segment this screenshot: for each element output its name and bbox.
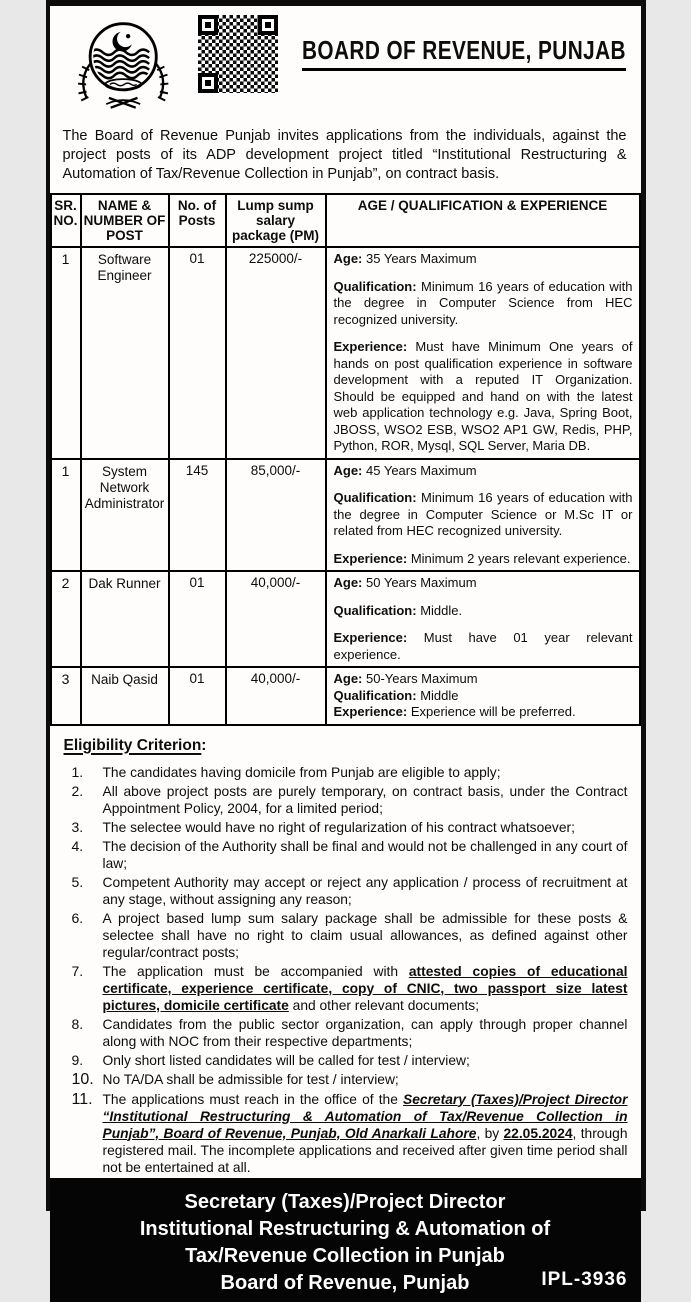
col-header-sr-no: SR. NO. [51,194,81,247]
eligibility-heading: Eligibility Criterion: [64,737,628,755]
advertisement-ref-code: IPL-3936 [541,1266,627,1293]
cell-requirements [326,571,640,667]
item-text: All above project posts are purely temporary, on contract basis, under the Contract Appointment Policy, 2004, for a limited period; [103,783,628,817]
cell-requirements [326,247,640,459]
qualification-line: Qualification: Middle. [334,603,633,620]
page-title: BOARD OF REVENUE, PUNJAB [302,35,626,71]
cell-salary: 40,000/- [226,667,326,725]
item-text: Only short listed candidates will be called for test / interview; [103,1052,628,1069]
qualification-line: Qualification: Minimum 16 years of education with the degree in Computer Science from HEC recognized university. [334,279,633,329]
age-line: Age: 50 Years Maximum [334,575,633,592]
cell-salary: 85,000/- [226,459,326,572]
eligibility-item-2 [61,783,628,817]
cell-requirements [326,667,640,725]
table-row-naib-qasid [51,667,640,725]
experience-line: Experience: Must have 01 year relevant experience. [334,630,633,663]
col-header-salary: Lump sump salary package (PM) [226,194,326,247]
government-emblem-icon [66,13,184,113]
table-row-dak-runner [51,571,640,667]
eligibility-item-1 [61,764,628,781]
item-number: 6. [61,910,103,961]
cell-salary: 225000/- [226,247,326,459]
item-number: 11. [61,1091,103,1176]
item-number: 10. [61,1071,103,1089]
cell-post-name: Dak Runner [81,571,169,667]
eligibility-item-6 [61,910,628,961]
age-line: Age: 45 Years Maximum [334,463,633,480]
item-text: A project based lump sum salary package shall be admissible for these posts & selectee shall have no right to claim usual allowances, as defined against other regular/contract posts; [103,910,628,961]
footer-line-department: Board of Revenue, Punjab [50,1270,641,1297]
cell-salary: 40,000/- [226,571,326,667]
eligibility-item-5 [61,874,628,908]
item-number: 5. [61,874,103,908]
cell-sr: 1 [51,459,81,572]
table-header-row [51,194,640,247]
cell-no-of-posts: 01 [169,247,226,459]
cell-no-of-posts: 01 [169,571,226,667]
table-row-software-engineer [51,247,640,459]
experience-line: Experience: Experience will be preferred. [334,704,633,721]
col-header-post-name: NAME & NUMBER OF POST [81,194,169,247]
eligibility-item-3 [61,819,628,836]
header [50,6,641,119]
intro-paragraph: The Board of Revenue Punjab invites applications from the individuals, against the project posts of its ADP development project titled “Institutional Restructuring & Automation of Tax/Revenue Collection in Punjab”, on contract basis. [63,127,627,184]
footer-line-project-2: Tax/Revenue Collection in Punjab [50,1243,641,1270]
title-wrap [302,35,691,71]
cell-sr: 2 [51,571,81,667]
item-text: The selectee would have no right of regularization of his contract whatsoever; [103,819,628,836]
item-text: The candidates having domicile from Punjab are eligible to apply; [103,764,628,781]
cell-post-name: Software Engineer [81,247,169,459]
cell-sr: 1 [51,247,81,459]
eligibility-item-11 [61,1091,628,1176]
item-number: 4. [61,838,103,872]
eligibility-item-7 [61,963,628,1014]
eligibility-item-10 [61,1071,628,1089]
posts-table [50,193,641,726]
item-number: 8. [61,1016,103,1050]
age-line: Age: 35 Years Maximum [334,251,633,268]
eligibility-section [50,726,641,1178]
cell-no-of-posts: 01 [169,667,226,725]
qr-finder-pattern [258,15,278,35]
cell-no-of-posts: 145 [169,459,226,572]
item-text: The decision of the Authority shall be final and would not be challenged in any court of law; [103,838,628,872]
footer-line-designation: Secretary (Taxes)/Project Director [50,1189,641,1216]
item-number: 1. [61,764,103,781]
item-text: Candidates from the public sector organization, can apply through proper channel along with NOC from their respective departments; [103,1016,628,1050]
age-line: Age: 50-Years Maximum [334,671,633,688]
eligibility-item-9 [61,1052,628,1069]
experience-line: Experience: Must have Minimum One years of hands on post qualification experience in software development with a reputed IT Organization. Should be equipped and hand on with the latest web application technology e.g. Java, Spring Boot, JBOSS, WSO2 ESB, WSO2 AP1 GW, Redis, PHP, Python, ROR, Mysql, SQL Server, Maria DB. [334,339,633,455]
col-header-no-of-posts: No. of Posts [169,194,226,247]
table-row-system-network-administrator [51,459,640,572]
cell-post-name: Naib Qasid [81,667,169,725]
item-text: The applications must reach in the office of the Secretary (Taxes)/Project Director “Institutional Restructuring & Automation of Tax/Revenue Collection in Punjab”, Board of Revenue, Punjab, Old Anarkali Lahore, by 22.05.2024, through registered mail. The incomplete applications and received after given time period shall not be entertained at all. [103,1091,628,1176]
item-number: 3. [61,819,103,836]
eligibility-item-8 [61,1016,628,1050]
qr-code-icon [198,15,278,93]
footer-signature-block [50,1178,641,1302]
item-number: 9. [61,1052,103,1069]
item-number: 2. [61,783,103,817]
qr-finder-pattern [198,73,218,93]
item-number: 7. [61,963,103,1014]
footer-line-project-1: Institutional Restructuring & Automation of [50,1216,641,1243]
item-text: Competent Authority may accept or reject any application / process of recruitment at any stage, without assigning any reason; [103,874,628,908]
advertisement-page [46,0,646,1211]
item-text: The application must be accompanied with attested copies of educational certificate, experience certificate, copy of CNIC, two passport size latest pictures, domicile certificate and other relevant documents; [103,963,628,1014]
cell-requirements [326,459,640,572]
cell-sr: 3 [51,667,81,725]
item-text: No TA/DA shall be admissible for test / interview; [103,1071,628,1089]
qualification-line: Qualification: Middle [334,688,633,705]
qr-finder-pattern [198,15,218,35]
qualification-line: Qualification: Minimum 16 years of education with the degree in Computer Science or M.Sc IT or related from HEC recognized university. [334,490,633,540]
eligibility-item-4 [61,838,628,872]
cell-post-name: System Network Administrator [81,459,169,572]
experience-line: Experience: Minimum 2 years relevant experience. [334,551,633,568]
col-header-age-qualification: AGE / QUALIFICATION & EXPERIENCE [326,194,640,247]
